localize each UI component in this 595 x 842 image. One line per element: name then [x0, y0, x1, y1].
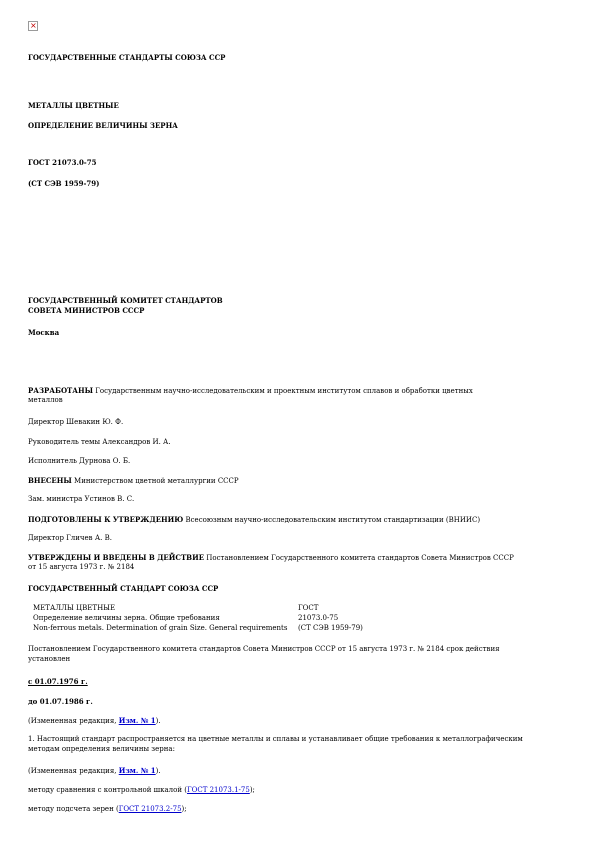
developed-by-cont: металлов: [28, 396, 63, 404]
method-counting-text: методу подсчета зерен (: [28, 805, 119, 813]
standard-name-ru-2: Определение величины зерна. Общие требования: [33, 614, 220, 622]
revision-prefix: (Измененная редакция,: [28, 717, 119, 725]
standard-name-ru-1: МЕТАЛЛЫ ЦВЕТНЫЕ: [33, 604, 116, 612]
standard-heading: ГОСУДАРСТВЕННЫЙ СТАНДАРТ СОЮЗА ССР: [28, 584, 219, 593]
approved-label: УТВЕРЖДЕНЫ И ВВЕДЕНЫ В ДЕЙСТВИЕ: [28, 553, 205, 562]
method-counting-suffix: );: [181, 805, 187, 813]
method-comparison-suffix: );: [249, 786, 255, 794]
introduced-label: ВНЕСЕНЫ: [28, 476, 72, 485]
decree-text: Постановлением Государственного комитета стандартов Совета Министров СССР от 15 августа 1973 г. № 2184 срок действия: [28, 645, 500, 653]
decree-text-cont: установлен: [28, 655, 71, 663]
series-title: ГОСУДАРСТВЕННЫЕ СТАНДАРТЫ СОЮЗА ССР: [28, 53, 226, 62]
approved-by: [28, 553, 514, 563]
prepared-by: [28, 515, 480, 525]
broken-image-icon: [28, 21, 38, 31]
amendment-link[interactable]: Изм. № 1: [118, 716, 156, 725]
document-title-line1: МЕТАЛЛЫ ЦВЕТНЫЕ: [28, 101, 119, 110]
st-sev-number: (СТ СЭВ 1959-79): [28, 179, 100, 188]
introduced-text: Министерством цветной металлургии СССР: [71, 477, 239, 485]
standard-code-label: ГОСТ: [298, 604, 319, 612]
director: Директор Шевакин Ю. Ф.: [28, 418, 124, 426]
developed-by: [28, 386, 473, 396]
approved-by-cont: от 15 августа 1973 г. № 2184: [28, 563, 135, 571]
clause-1: 1. Настоящий стандарт распространяется на цветные металлы и сплавы и устанавливает общие требования к металлографическим: [28, 735, 523, 743]
method-comparison-text: методу сравнения с контрольной шкалой (: [28, 786, 187, 794]
committee-line1: ГОСУДАРСТВЕННЫЙ КОМИТЕТ СТАНДАРТОВ: [28, 296, 223, 305]
approved-text: Постановлением Государственного комитета стандартов Совета Министров СССР: [204, 554, 514, 562]
deputy-minister: Зам. министра Устинов В. С.: [28, 495, 135, 503]
gost-21073-1-link[interactable]: ГОСТ 21073.1-75: [186, 786, 250, 794]
standard-code-sev: (СТ СЭВ 1959-79): [298, 624, 363, 632]
executor: Исполнитель Дурнова О. Б.: [28, 457, 131, 465]
method-comparison: [28, 786, 255, 795]
publication-city: Москва: [28, 328, 60, 337]
gost-21073-2-link[interactable]: ГОСТ 21073.2-75: [118, 805, 182, 813]
prepared-text: Всесоюзным научно-исследовательским институтом стандартизации (ВНИИС): [183, 516, 481, 524]
developed-label: РАЗРАБОТАНЫ: [28, 386, 93, 395]
committee-line2: СОВЕТА МИНИСТРОВ СССР: [28, 306, 145, 315]
prepared-label: ПОДГОТОВЛЕНЫ К УТВЕРЖДЕНИЮ: [28, 515, 184, 524]
date-to: до 01.07.1986 г.: [28, 697, 93, 706]
team-lead: Руководитель темы Александров И. А.: [28, 438, 171, 446]
revision-note-2: [28, 766, 161, 776]
standard-name-en: Non-ferrous metals. Determination of grain Size. General requirements: [33, 624, 288, 632]
revision-prefix: (Измененная редакция,: [28, 767, 119, 775]
date-from: с 01.07.1976 г.: [28, 677, 88, 686]
introduced-by: [28, 476, 239, 486]
method-counting: [28, 805, 187, 814]
clause-1-cont: методам определения величины зерна:: [28, 745, 175, 753]
revision-suffix: ).: [155, 767, 161, 775]
amendment-link[interactable]: Изм. № 1: [118, 766, 156, 775]
revision-note-1: [28, 716, 161, 726]
standard-code-number: 21073.0-75: [298, 614, 339, 622]
revision-suffix: ).: [155, 717, 161, 725]
developed-text: Государственным научно-исследовательским и проектным институтом сплавов и обработки цветных: [93, 387, 473, 395]
vniis-director: Директор Гличев А. В.: [28, 534, 112, 542]
gost-number: ГОСТ 21073.0-75: [28, 158, 97, 167]
document-title-line2: ОПРЕДЕЛЕНИЕ ВЕЛИЧИНЫ ЗЕРНА: [28, 121, 178, 130]
